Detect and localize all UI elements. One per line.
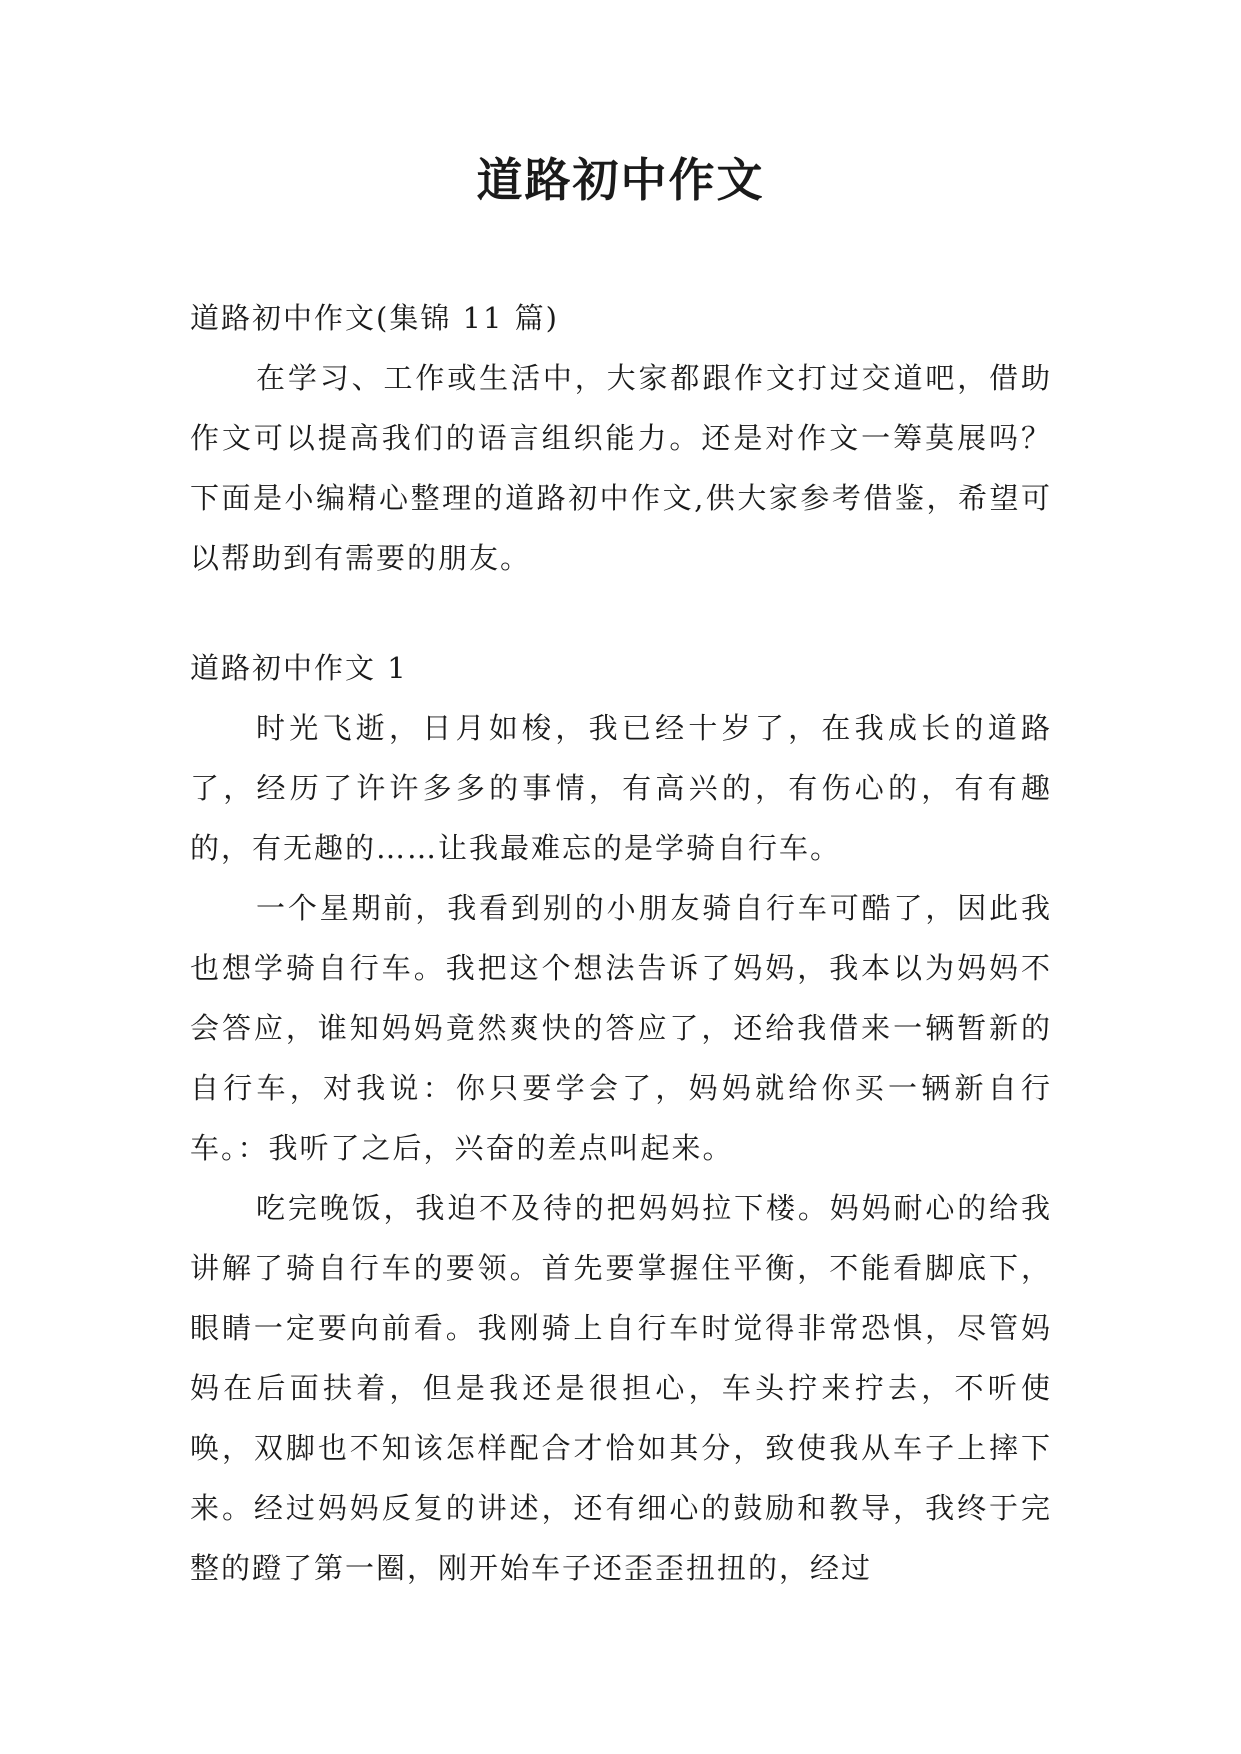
essay-1-paragraph: 吃完晚饭，我迫不及待的把妈妈拉下楼。妈妈耐心的给我讲解了骑自行车的要领。首先要掌握住平衡，不能看脚底下，眼睛一定要向前看。我刚骑上自行车时觉得非常恐惧，尽管妈妈在后面扶着，但是我还是很担心，车头拧来拧去，不听使唤，双脚也不知该怎样配合才恰如其分，致使我从车子上摔下来。经过妈妈反复的讲述，还有细心的鼓励和教导，我终于完整的蹬了第一圈，刚开始车子还歪歪扭扭的，经过: [190, 1191, 1052, 1585]
intro-section: [190, 288, 1052, 588]
intro-paragraph: 在学习、工作或生活中，大家都跟作文打过交道吧，借助作文可以提高我们的语言组织能力。还是对作文一筹莫展吗？下面是小编精心整理的道路初中作文,供大家参考借鉴，希望可以帮助到有需要的朋友。: [190, 361, 1052, 575]
essay-1-paragraph: 时光飞逝，日月如梭，我已经十岁了，在我成长的道路了，经历了许许多多的事情，有高兴的，有伤心的，有有趣的，有无趣的……让我最难忘的是学骑自行车。: [190, 711, 1052, 865]
essay-1-section: [190, 638, 1052, 1598]
essay-1-heading: 道路初中作文 1: [190, 651, 408, 685]
essay-1-paragraph: 一个星期前，我看到别的小朋友骑自行车可酷了，因此我也想学骑自行车。我把这个想法告诉了妈妈，我本以为妈妈不会答应，谁知妈妈竟然爽快的答应了，还给我借来一辆暂新的自行车，对我说：你只要学会了，妈妈就给你买一辆新自行车。：我听了之后，兴奋的差点叫起来。: [190, 891, 1052, 1165]
document-title: 道路初中作文: [476, 153, 765, 207]
collection-subtitle: 道路初中作文(集锦 11 篇): [190, 301, 559, 335]
